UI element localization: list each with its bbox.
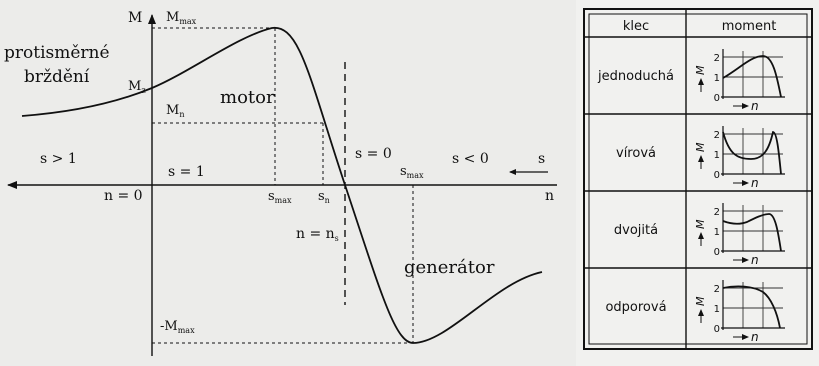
mini-x-axis-label: n — [751, 176, 759, 190]
mini-y-axis-label: M — [694, 142, 707, 152]
mini-tick-label: 1 — [713, 73, 720, 84]
mini-tick-label: 1 — [713, 227, 720, 238]
mmax-label: $M_{max}$ — [166, 10, 197, 26]
n-ns-label: $n = n_s$ — [296, 226, 339, 243]
mz-label: $M_z$ — [128, 79, 146, 95]
n-zero-label: n = 0 — [104, 188, 143, 204]
s-arrow-label: s — [538, 151, 546, 167]
generator-label: generátor — [404, 257, 495, 278]
sn-label: $s_n$ — [318, 189, 330, 205]
header-moment: moment — [721, 19, 777, 34]
mini-tick-label: 2 — [713, 130, 720, 141]
cage-type-label: jednoduchá — [598, 69, 674, 84]
mini-x-axis-label: n — [751, 330, 759, 344]
mini-tick-label: 0 — [713, 170, 720, 181]
mini-tick-label: 2 — [713, 207, 720, 218]
header-klec: klec — [622, 19, 650, 34]
mini-tick-label: 2 — [713, 53, 720, 64]
cage-type-label: odporová — [605, 300, 667, 315]
slip-eq1-label: s = 1 — [168, 164, 205, 180]
mini-tick-label: 1 — [713, 150, 720, 161]
mini-tick-label: 0 — [713, 247, 720, 258]
mini-y-axis-label: M — [694, 65, 707, 75]
mn-label: $M_n$ — [166, 103, 185, 119]
smax-label: $s_{max}$ — [268, 189, 292, 205]
mini-x-axis-label: n — [751, 99, 759, 113]
mini-tick-label: 0 — [713, 93, 720, 104]
slip-eq0-label: s = 0 — [355, 146, 392, 162]
smax-generator-label: $s_{max}$ — [400, 164, 424, 180]
braking-label-2: brždění — [24, 67, 90, 87]
mini-y-axis-label: M — [694, 296, 707, 306]
n-axis-label: n — [545, 188, 555, 204]
mini-tick-label: 2 — [713, 284, 720, 295]
mini-x-axis-label: n — [751, 253, 759, 267]
mini-tick-label: 0 — [713, 324, 720, 335]
mini-tick-label: 1 — [713, 304, 720, 315]
neg-mmax-label: $-M_{max}$ — [160, 319, 195, 335]
slip-lt0-label: s < 0 — [452, 151, 489, 167]
mini-y-axis-label: M — [694, 219, 707, 229]
slip-gt1-label: s > 1 — [40, 151, 77, 167]
motor-label: motor — [220, 87, 275, 108]
m-axis-label: M — [128, 10, 143, 26]
cage-type-label: dvojitá — [613, 223, 659, 238]
braking-label-1: protisměrné — [4, 43, 110, 63]
cage-type-label: vírová — [616, 146, 656, 161]
